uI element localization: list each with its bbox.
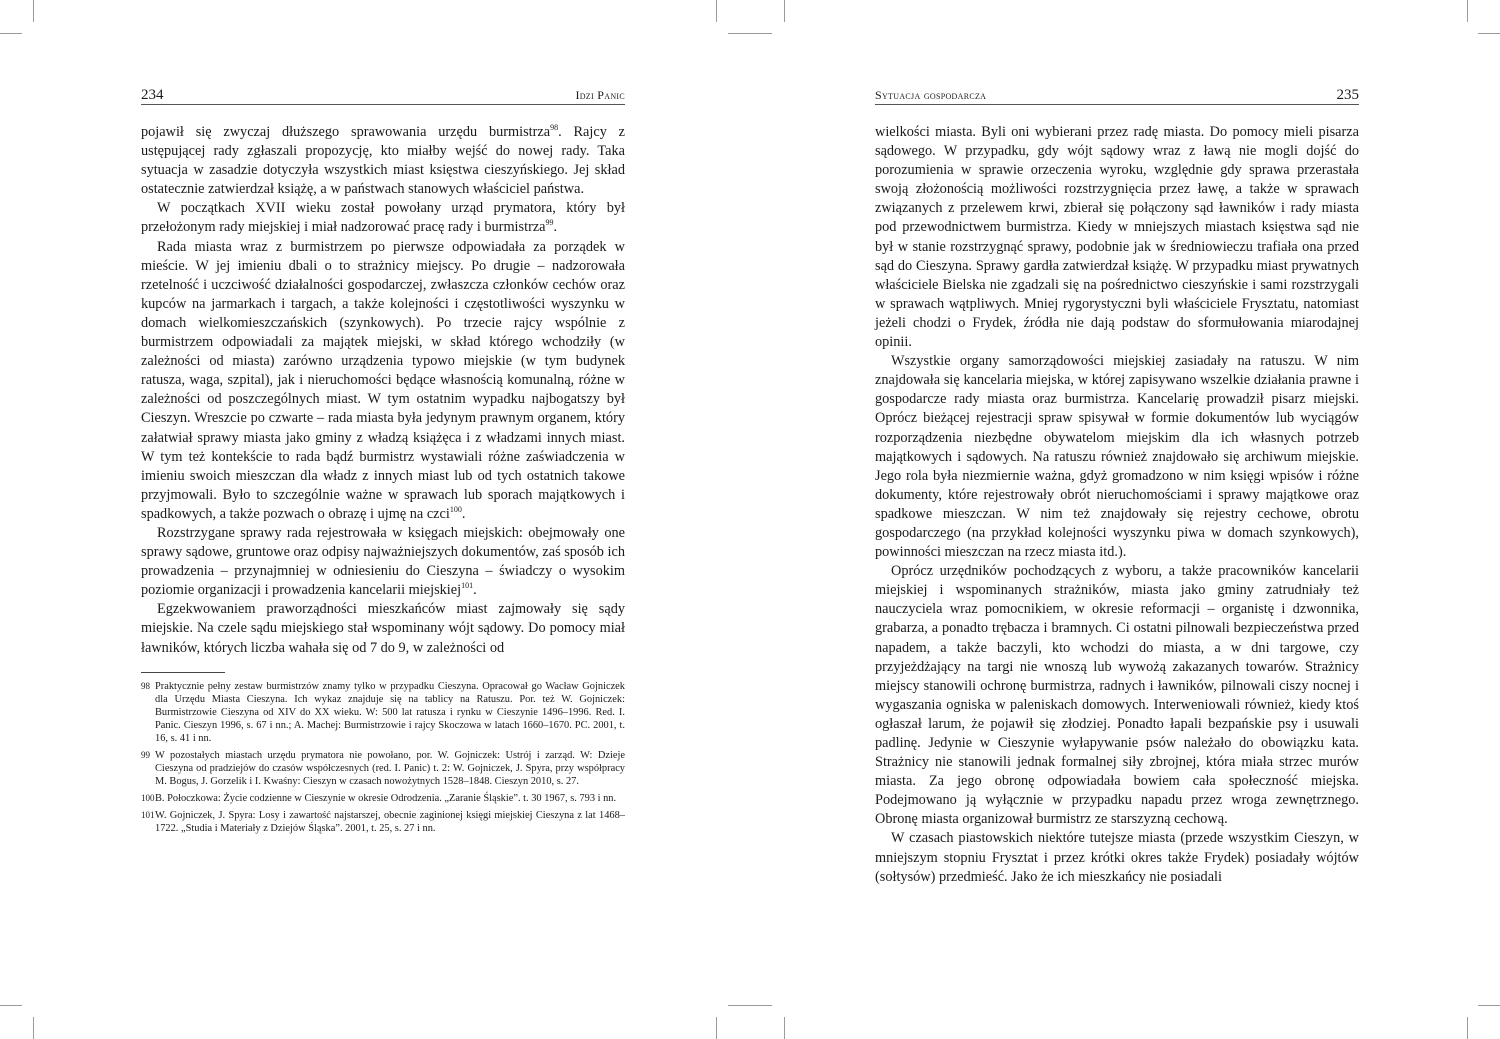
crop-mark: [784, 1017, 785, 1039]
footnote-number: 100: [141, 792, 155, 803]
footnote-ref[interactable]: 98: [550, 123, 559, 133]
page-number: 234: [141, 87, 164, 103]
page-header: [141, 86, 625, 105]
body-text: [875, 123, 1359, 887]
right-page: [875, 86, 1359, 887]
page-number: 235: [1336, 87, 1359, 103]
crop-mark: [716, 1017, 717, 1039]
crop-mark: [33, 0, 34, 22]
paragraph: Oprócz urzędników pochodzących z wyboru, a także pracowników kancelarii miejskiej i wspominanych strażników, miasta jako gminy zatrudniały też nauczyciela wraz pomocnikiem, w okresie reformacji – organistę i dzwonnika, grabarza, a ponadto trębacza i bramnych. Ci ostatni pilnowali bezpieczeństwa przed napadem, a także baczyli, kto wchodzi do miasta, a w dni targowe, czy przyjeżdżający na targi nie wnoszą lub wywożą zakazanych towarów. Strażnicy miejscy stanowili ochronę burmistrza, radnych i ławników, pilnowali ciszy nocnej i wygaszania ogniska w paleniskach domowych. Interweniowali również, kiedy ktoś ogłaszał larum, że pojawił się złodziej. Ponadto łapali bezpańskie psy i usuwali padlinę. Jedynie w Cieszynie wyłapywanie psów należało do obowiązku kata. Strażnicy nie stanowili jednak formalnej siły zbrojnej, która miała strzec murów miasta. Za jego obronę odpowiadała bowiem cała społeczność miejska. Podejmowano ją wyłącznie w przypadku napadu przez wroga zewnętrznego. Obronę miasta organizował burmistrz ze starszyzną cechową.: [875, 563, 1359, 828]
paragraph: Wszystkie organy samorządowości miejskiej zasiadały na ratuszu. W nim znajdowała się kancelaria miejska, w której zapisywano wszelkie działania prawne i gospodarcze rady miasta oraz burmistrza. Kancelarię prowadził pisarz miejski. Oprócz bieżącej rejestracji spraw spisywał w formie dokumentów lub wyciągów rozporządzenia niezbędne obywatelom miejskim dla ich własnych potrzeb majątkowych i sądowych. Na ratuszu również znajdowało się archiwum miejskie. Jego rola była niezmiernie ważna, gdyż gromadzono w nim księgi wpisów i różne dokumenty, które rejestrowały obrót nieruchomościami i sprawy majątkowe oraz spadkowe mieszczan. W nim też znajdowały się rejestry cechowe, obrotu gospodarczego (na przykład kolejności wyszynku piwa w domach szynkowych), powinności mieszczan na rzecz miasta itd.).: [875, 353, 1359, 561]
crop-mark: [33, 1017, 34, 1039]
footnote: 99 W pozostałych miastach urzędu prymatora nie powołano, por. W. Gojniczek: Ustrój i zarząd. W: Dzieje Cieszyna od pradziejów do czasów współczesnych (red. I. Panic) t. 2: W. Gojniczek, J. Spyra, przy współpracy M. Bogus, J. Gorzelik i I. Kwaśny: Cieszyn w czasach nowożytnych 1528–1848. Cieszyn 2010, s. 27.: [141, 749, 625, 787]
paragraph: pojawił się zwyczaj dłuższego sprawowania urzędu burmistrza$^{98}$. Rajcy z ustępującej rady zgłaszali propozycję, kto miałby wejść do nowej rady. Taka sytuacja w zasadzie dotyczyła wszystkich miast księstwa cieszyńskiego. Jej skład ostatecznie zatwierdzał książę, a w państwach stanowych właściciel państwa.: [141, 123, 626, 198]
paragraph: wielkości miasta. Byli oni wybierani przez radę miasta. Do pomocy mieli pisarza sądowego. W przypadku, gdy wójt sądowy wraz z ławą nie mogli dojść do porozumienia w sprawie orzeczenia wyroku, względnie gdy sprawa przerastała swoją złożonością możliwości rozstrzygnięcia przez ławę, a także w sprawach związanych z przelewem krwi, zbierał się połączony sąd ławników i rady miasta pod przewodnictwem burmistrza. Kiedy w mniejszych miastach księstwa sąd nie był w stanie rozstrzygnąć sprawy, podobnie jak w średniowieczu trafiała ona przed sąd do Cieszyna. Sprawy gardła zatwierdzał książę. W przypadku miast prywatnych właściciele Bielska nie zgadzali się na pośrednictwo cieszyńskie i sami rozstrzygali w sprawach wątpliwych. Mniej rygorystyczni byli właściciele Frysztatu, natomiast jeżeli chodzi o Frydek, źródła nie dają podstaw do sformułowania miarodajnej opinii.: [875, 124, 1359, 351]
footnote-number: 101: [141, 809, 155, 820]
paragraph: Rozstrzygane sprawy rada rejestrowała w księgach miejskich: obejmowały one sprawy sądowe, gruntowe oraz odpisy najważniejszych dokumentów, zaś sposób ich prowadzenia – przynajmniej w odniesieniu do Cieszyna – świadczy o wysokim poziomie organizacji i prowadzenia kancelarii miejskiej$^{101}$.: [141, 524, 625, 599]
crop-mark: [728, 33, 772, 34]
body-text: [141, 123, 625, 658]
footnote: 101 W. Gojniczek, J. Spyra: Losy i zawartość najstarszej, obecnie zaginionej księgi miejskiej Cieszyna z lat 1468–1722. „Studia i Materiały z Dziejów Śląska”. 2001, t. 25, s. 27 i nn.: [141, 809, 625, 834]
crop-mark: [1467, 0, 1468, 22]
footnote-ref[interactable]: 99: [545, 218, 554, 228]
crop-mark: [784, 0, 785, 22]
paragraph: Rada miasta wraz z burmistrzem po pierwsze odpowiadała za porządek w mieście. W jej imieniu dbali o to strażnicy miejscy. Po drugie – nadzorowała rzetelność i uczciwość działalności gospodarczej, zwłaszcza członków cechów oraz kupców na jarmarkach i targach, a także kolejności i częstotliwości wyszynku w domach wielkomieszczańskich (szynkowych). Po trzecie rajcy wspólnie z burmistrzem odpowiadali za majątek miejski, w skład którego wchodziły (w zależności od miasta) zarówno urządzenia typowo miejskie (w tym budynek ratusza, waga, szpital), jak i nieruchomości będące własnością komunalną, różne w zależności od poszczególnych miast. W tym ostatnim wypadku najbogatszy był Cieszyn. Wreszcie po czwarte – rada miasta była jedynym prawnym organem, który załatwiał sprawy miasta jako gminy z władzą książęca i z władzami innych miast. W tym też kontekście to rada bądź burmistrz wystawiali różne zaświadczenia w imieniu swoich mieszczan dla władz z innych miast lub od tych ostatnich takowe przyjmowali. Było to szczególnie ważne w sprawach lub sporach majątkowych i spadkowych, a także pozwach o obrazę i ujmę na czci$^{100}$.: [141, 238, 625, 522]
footnote-ref[interactable]: 100: [449, 505, 462, 515]
footnote-rule: [141, 672, 225, 673]
left-page: [141, 86, 625, 839]
running-head: Idzi Panic: [575, 88, 625, 102]
footnote-ref[interactable]: 101: [461, 581, 474, 591]
crop-mark: [728, 1005, 772, 1006]
crop-mark: [1478, 1005, 1500, 1006]
footnote: 100 B. Połoczkowa: Życie codzienne w Cieszynie w okresie Odrodzenia. „Zaranie Śląskie”. t. 30 1967, s. 793 i nn.: [141, 792, 617, 804]
crop-mark: [0, 1005, 22, 1006]
crop-mark: [0, 33, 22, 34]
footnote-number: 98: [141, 680, 150, 691]
crop-mark: [716, 0, 717, 22]
footnote: 98 Praktycznie pełny zestaw burmistrzów znamy tylko w przypadku Cieszyna. Opracował go Wacław Gojniczek dla Urzędu Miasta Cieszyna. Ich wykaz znajduje się na tablicy na Ratuszu. Por. też W. Gojniczek: Burmistrzowie Cieszyna od XIV do XX wieku. W: 500 lat ratusza i rynku w Cieszynie 1496–1996. Red. I. Panic. Cieszyn 1996, s. 67 i nn.; A. Machej: Burmistrzowie i rajcy Skoczowa w latach 1660–1670. PC. 2001, t. 16, s. 41 i nn.: [141, 680, 625, 744]
page-header: [875, 86, 1359, 105]
crop-mark: [1467, 1017, 1468, 1039]
paragraph: W czasach piastowskich niektóre tutejsze miasta (przede wszystkim Cieszyn, w mniejszym stopniu Frysztat i przez krótki okres także Frydek) posiadały wójtów (sołtysów) przedmieść. Jako że ich mieszkańcy nie posiadali: [875, 830, 1359, 885]
paragraph: Egzekwowaniem praworządności mieszkańców miast zajmowały się sądy miejskie. Na czele sądu miejskiego stał wspominany wójt sądowy. Do pomocy miał ławników, których liczba wahała się od 7 do 9, w zależności od: [141, 601, 625, 656]
crop-mark: [1478, 33, 1500, 34]
footnote-number: 99: [141, 749, 150, 760]
paragraph: W początkach XVII wieku został powołany urząd prymatora, który był przełożonym rady miejskiej i miał nadzorować pracę rady i burmistrza$^{99}$.: [141, 200, 625, 236]
running-head: Sytuacja gospodarcza: [875, 88, 987, 102]
